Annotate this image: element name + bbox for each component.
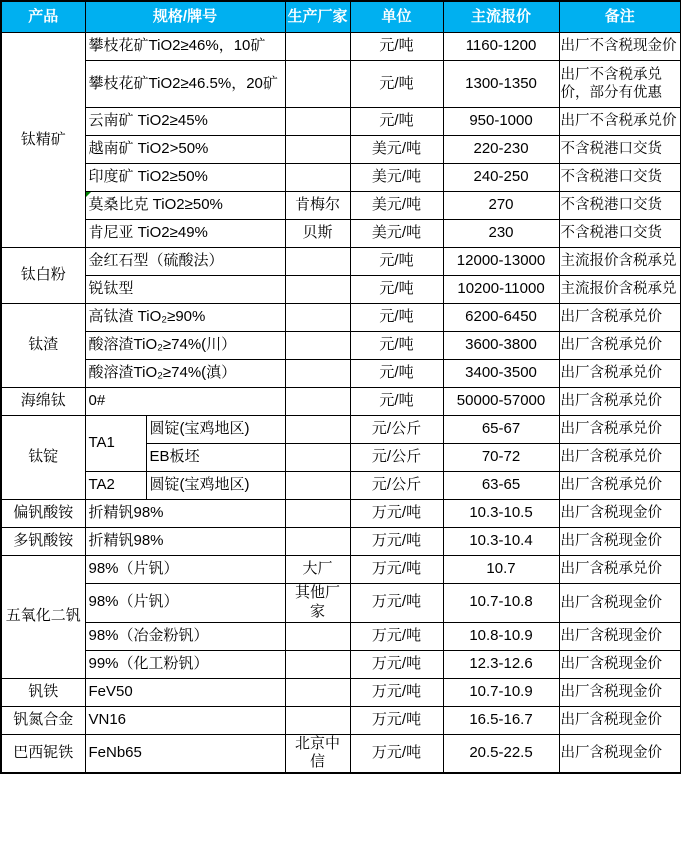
spec-cell: EB板坯 [146,444,285,472]
spec-cell: 攀枝花矿TiO2≥46%，10矿 [85,33,285,61]
table-row [1,61,681,108]
unit-cell: 万元/吨 [350,584,443,623]
note-cell: 出厂含税承兑价 [559,332,681,360]
unit-cell: 元/吨 [350,108,443,136]
spec-cell: 金红石型（硫酸法） [85,248,285,276]
note-cell: 不含税港口交货 [559,192,681,220]
note-cell: 出厂含税承兑价 [559,304,681,332]
col-header-manufacturer: 生产厂家 [285,1,350,33]
note-cell: 出厂含税现金价 [559,706,681,734]
spec-cell: 圆锭(宝鸡地区) [146,416,285,444]
unit-cell: 元/吨 [350,276,443,304]
price-cell: 63-65 [443,472,559,500]
manufacturer-cell [285,528,350,556]
product-cell: 钒氮合金 [1,706,85,734]
product-cell: 钒铁 [1,678,85,706]
table-row [1,556,681,584]
manufacturer-cell [285,622,350,650]
price-cell: 1300-1350 [443,61,559,108]
table-row [1,678,681,706]
col-header-unit: 单位 [350,1,443,33]
price-cell: 3600-3800 [443,332,559,360]
unit-cell: 美元/吨 [350,136,443,164]
unit-cell: 元/吨 [350,61,443,108]
table-row [1,136,681,164]
spec-cell: 0# [85,388,285,416]
price-cell: 70-72 [443,444,559,472]
note-cell: 出厂不含税承兑价，部分有优惠 [559,61,681,108]
table-row [1,304,681,332]
manufacturer-cell [285,706,350,734]
product-cell: 钛渣 [1,304,85,388]
unit-cell: 万元/吨 [350,528,443,556]
product-cell: 钛锭 [1,416,85,500]
note-cell: 出厂含税现金价 [559,650,681,678]
price-cell: 50000-57000 [443,388,559,416]
price-cell: 10200-11000 [443,276,559,304]
note-cell: 出厂含税现金价 [559,500,681,528]
table-row [1,108,681,136]
spec-cell: 锐钛型 [85,276,285,304]
spec-cell: FeNb65 [85,734,285,773]
note-cell: 出厂含税现金价 [559,528,681,556]
price-cell: 10.3-10.5 [443,500,559,528]
spec-cell: 高钛渣 TiO₂≥90% [85,304,285,332]
price-cell: 1160-1200 [443,33,559,61]
manufacturer-cell [285,416,350,444]
price-cell: 10.3-10.4 [443,528,559,556]
unit-cell: 元/吨 [350,33,443,61]
unit-cell: 万元/吨 [350,500,443,528]
unit-cell: 万元/吨 [350,678,443,706]
unit-cell: 元/吨 [350,304,443,332]
unit-cell: 万元/吨 [350,706,443,734]
manufacturer-cell [285,136,350,164]
col-header-spec: 规格/牌号 [85,1,285,33]
price-cell: 270 [443,192,559,220]
manufacturer-cell [285,61,350,108]
note-cell: 出厂不含税现金价 [559,33,681,61]
spec-cell: 越南矿 TiO2>50% [85,136,285,164]
price-cell: 950-1000 [443,108,559,136]
spec-cell: 98%（冶金粉钒） [85,622,285,650]
manufacturer-cell [285,304,350,332]
price-cell: 220-230 [443,136,559,164]
note-cell: 出厂含税现金价 [559,622,681,650]
col-header-price: 主流报价 [443,1,559,33]
price-cell: 10.7-10.8 [443,584,559,623]
manufacturer-cell: 大厂 [285,556,350,584]
price-cell: 240-250 [443,164,559,192]
spec-cell: 酸溶渣TiO₂≥74%(川） [85,332,285,360]
grade-cell: TA1 [85,416,146,472]
note-cell: 主流报价含税承兑 [559,276,681,304]
manufacturer-cell [285,164,350,192]
manufacturer-cell [285,108,350,136]
note-cell: 出厂含税承兑价 [559,556,681,584]
unit-cell: 万元/吨 [350,734,443,773]
table-row [1,472,681,500]
spec-cell: VN16 [85,706,285,734]
unit-cell: 万元/吨 [350,622,443,650]
note-cell: 出厂含税现金价 [559,584,681,623]
table-row [1,734,681,773]
manufacturer-cell [285,360,350,388]
note-cell: 出厂含税承兑价 [559,444,681,472]
product-cell: 钛精矿 [1,33,85,248]
unit-cell: 元/吨 [350,388,443,416]
product-cell: 五氧化二钒 [1,556,85,679]
unit-cell: 美元/吨 [350,220,443,248]
unit-cell: 美元/吨 [350,164,443,192]
spec-cell: 98%（片钒） [85,584,285,623]
col-header-product: 产品 [1,1,85,33]
table-row [1,33,681,61]
unit-cell: 美元/吨 [350,192,443,220]
header-row [1,1,681,33]
price-cell: 20.5-22.5 [443,734,559,773]
unit-cell: 元/公斤 [350,472,443,500]
price-cell: 3400-3500 [443,360,559,388]
note-cell: 出厂不含税承兑价 [559,108,681,136]
table-row [1,650,681,678]
table-body [1,33,681,774]
spec-cell: 折精钒98% [85,528,285,556]
manufacturer-cell: 北京中信 [285,734,350,773]
table-row [1,706,681,734]
price-cell: 16.5-16.7 [443,706,559,734]
product-cell: 多钒酸铵 [1,528,85,556]
manufacturer-cell: 其他厂家 [285,584,350,623]
manufacturer-cell [285,500,350,528]
table-row [1,622,681,650]
manufacturer-cell: 肯梅尔 [285,192,350,220]
unit-cell: 元/吨 [350,360,443,388]
spec-cell: 云南矿 TiO2≥45% [85,108,285,136]
spec-cell: 98%（片钒） [85,556,285,584]
note-cell: 出厂含税承兑价 [559,388,681,416]
product-cell: 海绵钛 [1,388,85,416]
manufacturer-cell [285,33,350,61]
product-cell: 巴西铌铁 [1,734,85,773]
manufacturer-cell [285,248,350,276]
note-cell: 不含税港口交货 [559,220,681,248]
spec-cell: 印度矿 TiO2≥50% [85,164,285,192]
spec-cell [85,192,285,220]
spec-cell: 折精钒98% [85,500,285,528]
unit-cell: 元/吨 [350,248,443,276]
manufacturer-cell: 贝斯 [285,220,350,248]
manufacturer-cell [285,332,350,360]
price-cell: 6200-6450 [443,304,559,332]
table-row [1,500,681,528]
price-cell: 10.7 [443,556,559,584]
manufacturer-cell [285,276,350,304]
table-row [1,332,681,360]
product-cell: 钛白粉 [1,248,85,304]
note-cell: 主流报价含税承兑 [559,248,681,276]
note-cell: 不含税港口交货 [559,136,681,164]
spec-text: 莫桑比克 TiO2≥50% [88,196,223,214]
manufacturer-cell [285,388,350,416]
price-cell: 12000-13000 [443,248,559,276]
note-cell: 出厂含税现金价 [559,734,681,773]
spec-cell: 99%（化工粉钒） [85,650,285,678]
note-cell: 出厂含税承兑价 [559,360,681,388]
price-cell: 230 [443,220,559,248]
spec-cell: 圆锭(宝鸡地区) [146,472,285,500]
table-row [1,192,681,220]
spec-cell: 肯尼亚 TiO2≥49% [85,220,285,248]
unit-cell: 元/公斤 [350,416,443,444]
grade-cell: TA2 [85,472,146,500]
unit-cell: 元/公斤 [350,444,443,472]
table-row [1,528,681,556]
price-cell: 10.7-10.9 [443,678,559,706]
table-row [1,276,681,304]
product-cell: 偏钒酸铵 [1,500,85,528]
table-row [1,360,681,388]
manufacturer-cell [285,472,350,500]
table-row [1,584,681,623]
manufacturer-cell [285,678,350,706]
note-cell: 出厂含税现金价 [559,678,681,706]
note-cell: 出厂含税承兑价 [559,416,681,444]
unit-cell: 元/吨 [350,332,443,360]
unit-cell: 万元/吨 [350,556,443,584]
price-cell: 65-67 [443,416,559,444]
col-header-note: 备注 [559,1,681,33]
table-row [1,220,681,248]
manufacturer-cell [285,650,350,678]
note-cell: 不含税港口交货 [559,164,681,192]
manufacturer-cell [285,444,350,472]
price-cell: 10.8-10.9 [443,622,559,650]
spec-cell: 攀枝花矿TiO2≥46.5%，20矿 [85,61,285,108]
table-row [1,388,681,416]
table-row [1,164,681,192]
unit-cell: 万元/吨 [350,650,443,678]
spec-cell: 酸溶渣TiO₂≥74%(滇） [85,360,285,388]
spec-cell: FeV50 [85,678,285,706]
table-row [1,416,681,444]
price-cell: 12.3-12.6 [443,650,559,678]
table-row [1,248,681,276]
comment-marker-icon [86,192,91,197]
note-cell: 出厂含税承兑价 [559,472,681,500]
